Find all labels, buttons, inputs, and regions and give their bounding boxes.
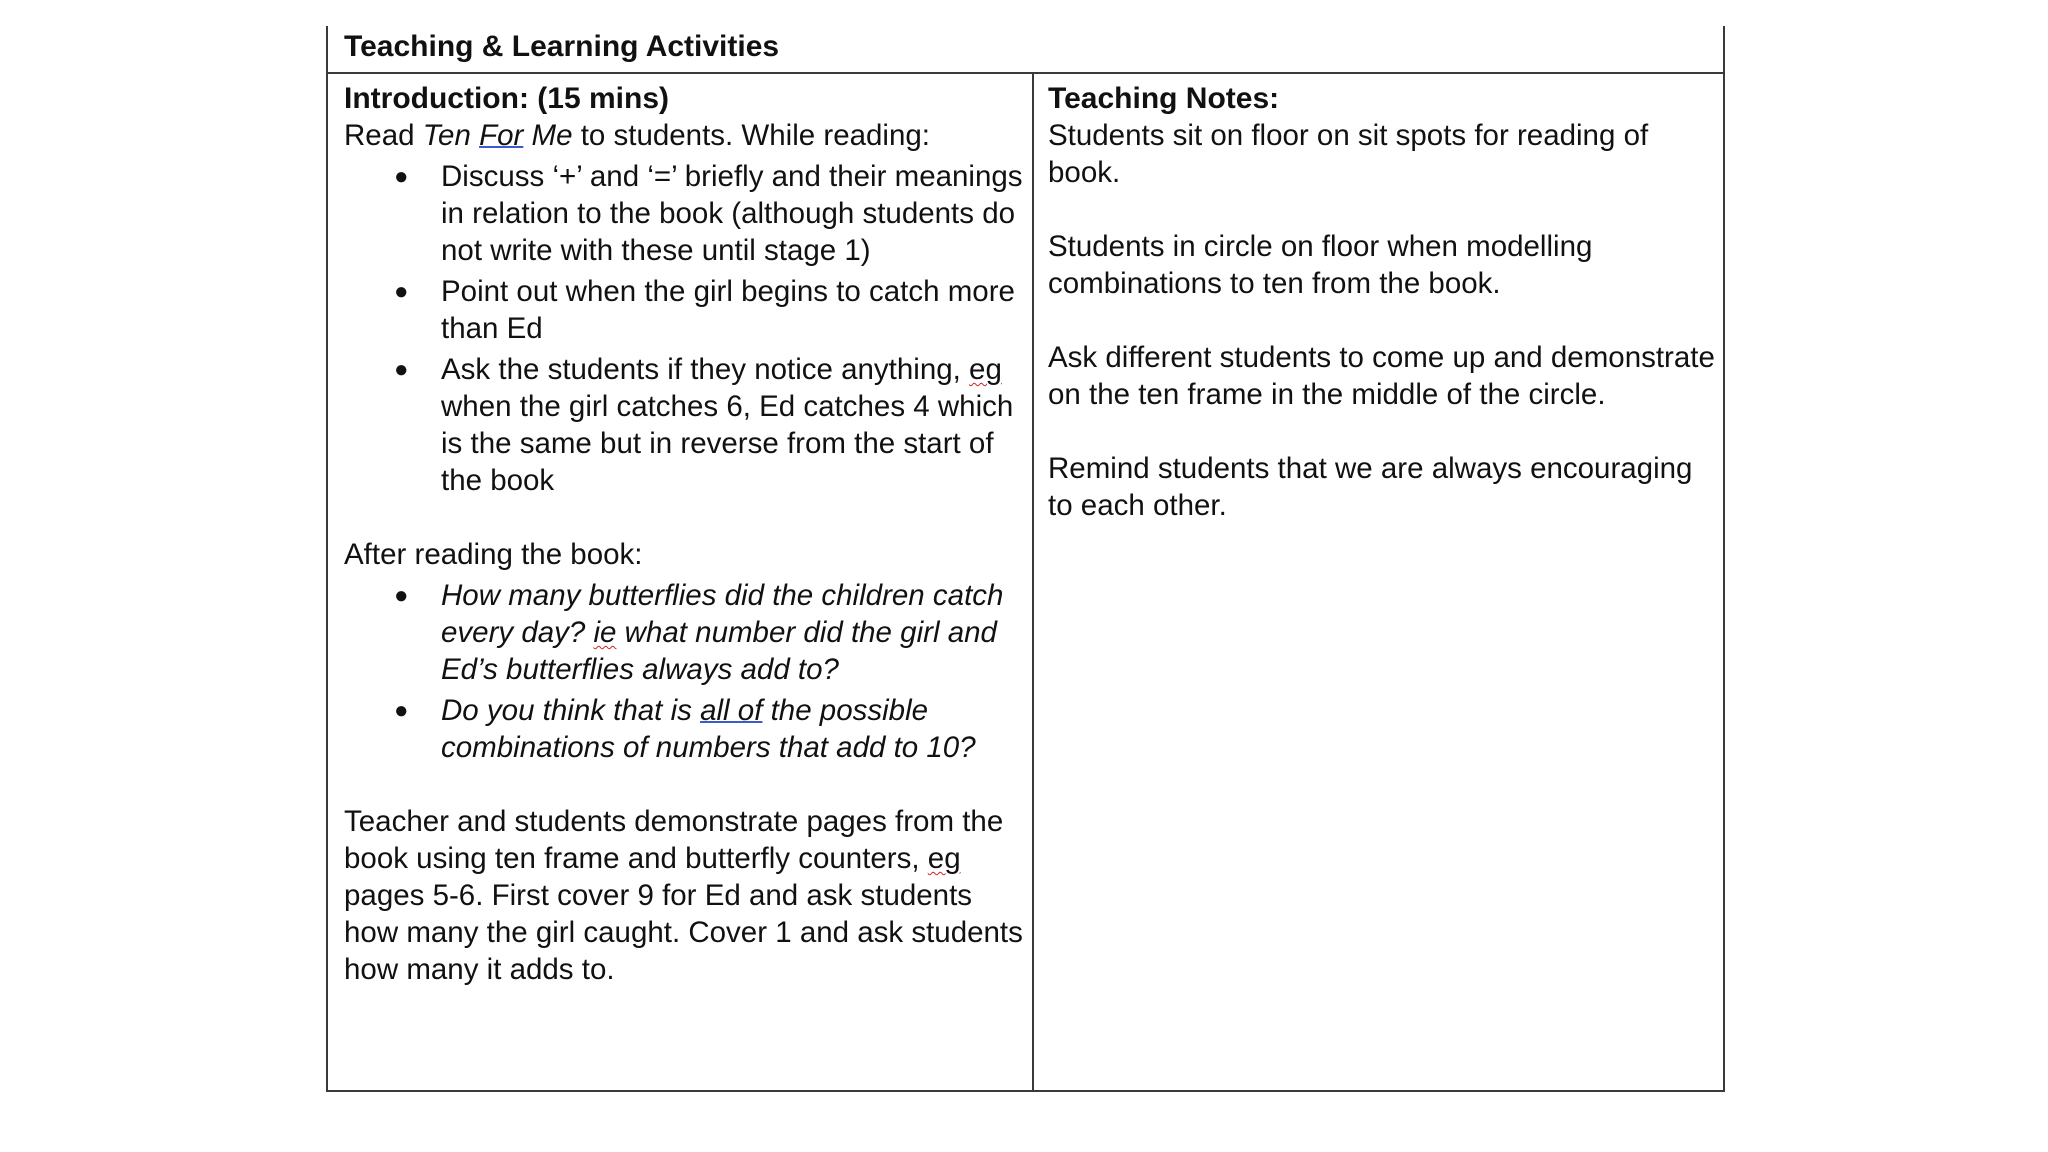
reading-instruction-suffix: to students. While reading: xyxy=(572,119,930,152)
question-text: the possible combinations of numbers that add to 10? xyxy=(441,694,976,764)
introduction-heading: Introduction: (15 mins) xyxy=(344,82,669,115)
introduction-column xyxy=(344,74,1030,988)
bullet-icon: ● xyxy=(394,582,409,609)
list-item xyxy=(344,351,1030,499)
list-item xyxy=(344,577,1030,688)
teaching-note: Students in circle on floor when modelling combinations to ten from the book. xyxy=(1048,230,1593,300)
column-divider xyxy=(1032,74,1034,1090)
spellcheck-word: ie xyxy=(593,616,617,649)
teaching-note: Remind students that we are always encouraging to each other. xyxy=(1048,452,1693,522)
spacer xyxy=(1048,413,1720,450)
spacer xyxy=(1048,191,1720,228)
table-header-row xyxy=(328,26,1723,74)
spacer xyxy=(344,766,1030,803)
demonstration-paragraph xyxy=(344,803,1030,988)
grammar-link[interactable]: all of xyxy=(700,694,763,727)
teaching-notes-column xyxy=(1048,74,1720,524)
bullet-icon: ● xyxy=(394,278,409,305)
list-item-text: Ask the students if they notice anything, xyxy=(441,353,970,386)
list-item-text: Discuss ‘+’ and ‘=’ briefly and their meanings in relation to the book (although students do not write with these until stage 1) xyxy=(441,160,1023,267)
question-text: How many butterflies did the children catch every day? xyxy=(441,579,1004,649)
activities-table xyxy=(326,26,1725,1092)
spellcheck-word: eg xyxy=(969,353,1002,386)
spacer xyxy=(344,499,1030,536)
teaching-note: Students sit on floor on sit spots for reading of book. xyxy=(1048,119,1649,189)
list-item xyxy=(344,273,1030,347)
list-item xyxy=(344,158,1030,269)
after-reading-list xyxy=(344,577,1030,766)
while-reading-list xyxy=(344,158,1030,499)
question-text: Do you think that is xyxy=(441,694,701,727)
bullet-icon: ● xyxy=(394,356,409,383)
bullet-icon: ● xyxy=(394,697,409,724)
paragraph-text: Teacher and students demonstrate pages from the book using ten frame and butterfly counters, xyxy=(344,805,1004,875)
teaching-notes-heading: Teaching Notes: xyxy=(1048,82,1280,115)
book-title xyxy=(423,119,573,152)
list-item-text: when the girl catches 6, Ed catches 4 which is the same but in reverse from the start of the book xyxy=(441,390,1014,497)
after-reading-label: After reading the book: xyxy=(344,538,643,571)
teaching-note: Ask different students to come up and demonstrate on the ten frame in the middle of the circle. xyxy=(1048,341,1715,411)
spacer xyxy=(1048,302,1720,339)
book-title-part: Me xyxy=(523,119,573,152)
paragraph-text: pages 5-6. First cover 9 for Ed and ask students how many the girl caught. Cover 1 and ask students how many it adds to. xyxy=(344,879,1023,986)
list-item-text: Point out when the girl begins to catch more than Ed xyxy=(441,275,1015,345)
reading-instruction xyxy=(344,117,1030,154)
table-title: Teaching & Learning Activities xyxy=(344,30,780,63)
book-title-link[interactable]: For xyxy=(479,119,524,152)
list-item xyxy=(344,692,1030,766)
spellcheck-word: eg xyxy=(927,842,961,875)
bullet-icon: ● xyxy=(394,163,409,190)
reading-instruction-prefix: Read xyxy=(344,119,423,152)
book-title-part: Ten xyxy=(422,119,480,152)
question-text: what number did the girl and Ed’s butterflies always add to? xyxy=(441,616,997,686)
